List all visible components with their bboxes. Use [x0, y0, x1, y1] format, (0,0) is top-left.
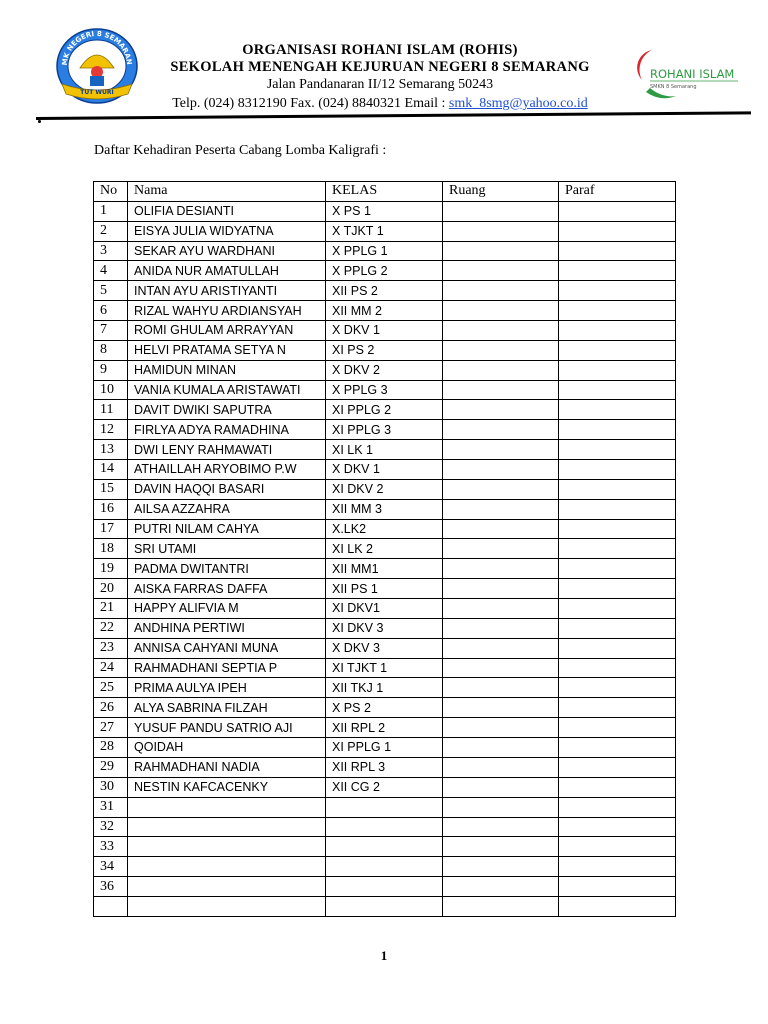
- paraf-cell[interactable]: [559, 618, 676, 638]
- table-row: [94, 340, 676, 360]
- participant-class: XI PPLG 2: [326, 400, 443, 420]
- participant-name: INTAN AYU ARISTIYANTI: [128, 281, 326, 301]
- ruang-cell[interactable]: [443, 380, 559, 400]
- participant-class: X DKV 1: [326, 321, 443, 341]
- ruang-cell[interactable]: [443, 201, 559, 221]
- row-number: 19: [94, 559, 128, 579]
- participant-class: [326, 817, 443, 837]
- table-row: [94, 698, 676, 718]
- table-row: [94, 618, 676, 638]
- row-number: 25: [94, 678, 128, 698]
- table-row: [94, 857, 676, 877]
- ruang-cell[interactable]: [443, 360, 559, 380]
- paraf-cell[interactable]: [559, 281, 676, 301]
- ruang-cell[interactable]: [443, 301, 559, 321]
- participant-class: X PPLG 2: [326, 261, 443, 281]
- table-row: [94, 738, 676, 758]
- row-number: 28: [94, 738, 128, 758]
- letterhead: [140, 42, 620, 113]
- row-number: 17: [94, 519, 128, 539]
- row-number: 2: [94, 221, 128, 241]
- paraf-cell[interactable]: [559, 420, 676, 440]
- paraf-cell[interactable]: [559, 678, 676, 698]
- ruang-cell[interactable]: [443, 618, 559, 638]
- paraf-cell[interactable]: [559, 658, 676, 678]
- table-row: [94, 777, 676, 797]
- participant-name: [128, 896, 326, 916]
- table-row: [94, 638, 676, 658]
- paraf-cell[interactable]: [559, 440, 676, 460]
- table-row: [94, 797, 676, 817]
- ruang-cell[interactable]: [443, 539, 559, 559]
- table-row: [94, 837, 676, 857]
- row-number: 21: [94, 599, 128, 619]
- school-emblem-logo: [52, 24, 142, 106]
- paraf-cell[interactable]: [559, 797, 676, 817]
- paraf-cell[interactable]: [559, 221, 676, 241]
- row-number: 13: [94, 440, 128, 460]
- paraf-cell[interactable]: [559, 380, 676, 400]
- participant-class: XI LK 1: [326, 440, 443, 460]
- row-number: 3: [94, 241, 128, 261]
- table-row: [94, 877, 676, 897]
- ruang-cell[interactable]: [443, 221, 559, 241]
- participant-class: [326, 797, 443, 817]
- participant-class: [326, 896, 443, 916]
- participant-class: X PS 1: [326, 201, 443, 221]
- paraf-cell[interactable]: [559, 718, 676, 738]
- participant-class: XI PPLG 1: [326, 738, 443, 758]
- ruang-cell[interactable]: [443, 499, 559, 519]
- table-row: [94, 896, 676, 916]
- participant-name: [128, 837, 326, 857]
- participant-class: XI TJKT 1: [326, 658, 443, 678]
- participant-class: X DKV 1: [326, 460, 443, 480]
- rohani-islam-subtitle: SMKN 8 Semarang: [650, 84, 697, 90]
- participant-name: EISYA JULIA WIDYATNA: [128, 221, 326, 241]
- row-number: 4: [94, 261, 128, 281]
- paraf-cell[interactable]: [559, 400, 676, 420]
- emblem-ring-text: MK NEGERI 8 SEMARAN: [60, 29, 134, 66]
- participant-name: DAVIN HAQQI BASARI: [128, 479, 326, 499]
- participant-name: OLIFIA DESIANTI: [128, 201, 326, 221]
- participant-name: ROMI GHULAM ARRAYYAN: [128, 321, 326, 341]
- participant-name: HELVI PRATAMA SETYA N: [128, 340, 326, 360]
- participant-name: PUTRI NILAM CAHYA: [128, 519, 326, 539]
- participant-class: XII RPL 2: [326, 718, 443, 738]
- participant-name: PRIMA AULYA IPEH: [128, 678, 326, 698]
- row-number: 9: [94, 360, 128, 380]
- participant-class: XI DKV1: [326, 599, 443, 619]
- paraf-cell[interactable]: [559, 579, 676, 599]
- ruang-cell[interactable]: [443, 857, 559, 877]
- ruang-cell[interactable]: [443, 837, 559, 857]
- participant-name: SRI UTAMI: [128, 539, 326, 559]
- participant-name: DWI LENY RAHMAWATI: [128, 440, 326, 460]
- paraf-cell[interactable]: [559, 340, 676, 360]
- paraf-cell[interactable]: [559, 201, 676, 221]
- table-row: [94, 718, 676, 738]
- paraf-cell[interactable]: [559, 877, 676, 897]
- ruang-cell[interactable]: [443, 519, 559, 539]
- paraf-cell[interactable]: [559, 539, 676, 559]
- table-row: [94, 360, 676, 380]
- participant-class: [326, 837, 443, 857]
- participant-name: HAMIDUN MINAN: [128, 360, 326, 380]
- table-row: [94, 460, 676, 480]
- row-number: 16: [94, 499, 128, 519]
- paraf-cell[interactable]: [559, 321, 676, 341]
- ruang-cell[interactable]: [443, 460, 559, 480]
- table-row: [94, 241, 676, 261]
- participant-name: ALYA SABRINA FILZAH: [128, 698, 326, 718]
- paraf-cell[interactable]: [559, 738, 676, 758]
- row-number: 22: [94, 618, 128, 638]
- table-row: [94, 301, 676, 321]
- participant-name: HAPPY ALIFVIA M: [128, 599, 326, 619]
- table-row: [94, 599, 676, 619]
- row-number: 8: [94, 340, 128, 360]
- table-row: [94, 261, 676, 281]
- paraf-cell[interactable]: [559, 817, 676, 837]
- organization-name: ORGANISASI ROHANI ISLAM (ROHIS): [242, 42, 518, 58]
- table-row: [94, 400, 676, 420]
- participant-name: PADMA DWITANTRI: [128, 559, 326, 579]
- rohani-islam-title: ROHANI ISLAM: [650, 67, 735, 81]
- participant-class: X TJKT 1: [326, 221, 443, 241]
- paraf-cell[interactable]: [559, 499, 676, 519]
- participant-name: AILSA AZZAHRA: [128, 499, 326, 519]
- table-row: [94, 817, 676, 837]
- participant-class: XII RPL 3: [326, 757, 443, 777]
- ruang-cell[interactable]: [443, 440, 559, 460]
- participant-name: SEKAR AYU WARDHANI: [128, 241, 326, 261]
- participant-class: X PS 2: [326, 698, 443, 718]
- rohani-islam-logo-icon: [626, 40, 746, 110]
- row-number: 12: [94, 420, 128, 440]
- participant-class: [326, 877, 443, 897]
- table-row: [94, 579, 676, 599]
- paraf-cell[interactable]: [559, 837, 676, 857]
- school-name: SEKOLAH MENENGAH KEJURUAN NEGERI 8 SEMARANG: [170, 59, 590, 75]
- paraf-cell[interactable]: [559, 360, 676, 380]
- ruang-cell[interactable]: [443, 321, 559, 341]
- ruang-cell[interactable]: [443, 579, 559, 599]
- table-row: [94, 539, 676, 559]
- ruang-cell[interactable]: [443, 757, 559, 777]
- table-header-row: [94, 182, 676, 202]
- ruang-cell[interactable]: [443, 559, 559, 579]
- header-ruang: Ruang: [443, 182, 559, 202]
- participant-name: [128, 877, 326, 897]
- paraf-cell[interactable]: [559, 261, 676, 281]
- row-number: [94, 896, 128, 916]
- table-row: [94, 420, 676, 440]
- participant-name: AISKA FARRAS DAFFA: [128, 579, 326, 599]
- contact-line: [140, 94, 620, 113]
- document-title: Daftar Kehadiran Peserta Cabang Lomba Kaligrafi :: [94, 143, 387, 158]
- header-paraf: Paraf: [559, 182, 676, 202]
- paraf-cell[interactable]: [559, 479, 676, 499]
- participant-name: [128, 797, 326, 817]
- paraf-cell[interactable]: [559, 559, 676, 579]
- school-address: Jalan Pandanaran II/12 Semarang 50243: [266, 77, 494, 92]
- table-row: [94, 658, 676, 678]
- row-number: 32: [94, 817, 128, 837]
- ruang-cell[interactable]: [443, 241, 559, 261]
- participant-name: RAHMADHANI SEPTIA P: [128, 658, 326, 678]
- participant-class: [326, 857, 443, 877]
- row-number: 33: [94, 837, 128, 857]
- participant-name: ANIDA NUR AMATULLAH: [128, 261, 326, 281]
- divider-dot: [38, 120, 41, 123]
- ruang-cell[interactable]: [443, 420, 559, 440]
- ruang-cell[interactable]: [443, 599, 559, 619]
- participant-class: XII MM 2: [326, 301, 443, 321]
- table-row: [94, 440, 676, 460]
- paraf-cell[interactable]: [559, 857, 676, 877]
- table-row: [94, 479, 676, 499]
- row-number: 31: [94, 797, 128, 817]
- participant-class: XII CG 2: [326, 777, 443, 797]
- participant-name: [128, 817, 326, 837]
- participant-name: [128, 857, 326, 877]
- table-row: [94, 201, 676, 221]
- ruang-cell[interactable]: [443, 817, 559, 837]
- row-number: 14: [94, 460, 128, 480]
- row-number: 29: [94, 757, 128, 777]
- phone-fax: Telp. (024) 8312190 Fax. (024) 8840321 Email :: [172, 96, 449, 111]
- table-row: [94, 678, 676, 698]
- row-number: 18: [94, 539, 128, 559]
- ruang-cell[interactable]: [443, 678, 559, 698]
- row-number: 24: [94, 658, 128, 678]
- table-row: [94, 559, 676, 579]
- table-row: [94, 380, 676, 400]
- row-number: 26: [94, 698, 128, 718]
- participant-class: X PPLG 3: [326, 380, 443, 400]
- row-number: 7: [94, 321, 128, 341]
- ruang-cell[interactable]: [443, 777, 559, 797]
- participant-class: XI DKV 2: [326, 479, 443, 499]
- ruang-cell[interactable]: [443, 658, 559, 678]
- email-link[interactable]: smk_8smg@yahoo.co.id: [448, 96, 588, 111]
- paraf-cell[interactable]: [559, 896, 676, 916]
- table-row: [94, 281, 676, 301]
- participant-name: FIRLYA ADYA RAMADHINA: [128, 420, 326, 440]
- participant-name: ATHAILLAH ARYOBIMO P.W: [128, 460, 326, 480]
- participant-name: QOIDAH: [128, 738, 326, 758]
- header-no: No: [94, 182, 128, 202]
- paraf-cell[interactable]: [559, 698, 676, 718]
- participant-class: X PPLG 1: [326, 241, 443, 261]
- ruang-cell[interactable]: [443, 797, 559, 817]
- ruang-cell[interactable]: [443, 479, 559, 499]
- ruang-cell[interactable]: [443, 896, 559, 916]
- participant-name: RAHMADHANI NADIA: [128, 757, 326, 777]
- ruang-cell[interactable]: [443, 400, 559, 420]
- participant-class: XI DKV 3: [326, 618, 443, 638]
- emblem-ribbon-text: TUT WURI: [80, 89, 114, 96]
- ruang-cell[interactable]: [443, 718, 559, 738]
- row-number: 11: [94, 400, 128, 420]
- ruang-cell[interactable]: [443, 340, 559, 360]
- participant-name: NESTIN KAFCACENKY: [128, 777, 326, 797]
- participant-name: DAVIT DWIKI SAPUTRA: [128, 400, 326, 420]
- participant-name: ANNISA CAHYANI MUNA: [128, 638, 326, 658]
- participant-class: X.LK2: [326, 519, 443, 539]
- row-number: 5: [94, 281, 128, 301]
- row-number: 34: [94, 857, 128, 877]
- row-number: 1: [94, 201, 128, 221]
- row-number: 15: [94, 479, 128, 499]
- school-emblem-icon: [52, 24, 142, 106]
- table-row: [94, 221, 676, 241]
- header-nama: Nama: [128, 182, 326, 202]
- participant-class: X DKV 2: [326, 360, 443, 380]
- row-number: 23: [94, 638, 128, 658]
- participant-name: RIZAL WAHYU ARDIANSYAH: [128, 301, 326, 321]
- participant-class: XI PS 2: [326, 340, 443, 360]
- row-number: 30: [94, 777, 128, 797]
- participant-class: X DKV 3: [326, 638, 443, 658]
- paraf-cell[interactable]: [559, 777, 676, 797]
- participant-class: XII MM1: [326, 559, 443, 579]
- table-row: [94, 519, 676, 539]
- paraf-cell[interactable]: [559, 241, 676, 261]
- rohani-islam-logo: [626, 40, 746, 110]
- paraf-cell[interactable]: [559, 519, 676, 539]
- paraf-cell[interactable]: [559, 757, 676, 777]
- paraf-cell[interactable]: [559, 599, 676, 619]
- participant-class: XII PS 1: [326, 579, 443, 599]
- row-number: 36: [94, 877, 128, 897]
- participant-class: XII MM 3: [326, 499, 443, 519]
- participant-name: VANIA KUMALA ARISTAWATI: [128, 380, 326, 400]
- table-row: [94, 499, 676, 519]
- table-row: [94, 757, 676, 777]
- ruang-cell[interactable]: [443, 638, 559, 658]
- ruang-cell[interactable]: [443, 281, 559, 301]
- table-row: [94, 321, 676, 341]
- ruang-cell[interactable]: [443, 877, 559, 897]
- participant-class: XI LK 2: [326, 539, 443, 559]
- participant-class: XII PS 2: [326, 281, 443, 301]
- ruang-cell[interactable]: [443, 698, 559, 718]
- attendance-table: [93, 181, 676, 917]
- ruang-cell[interactable]: [443, 261, 559, 281]
- participant-name: YUSUF PANDU SATRIO AJI: [128, 718, 326, 738]
- header-kelas: KELAS: [326, 182, 443, 202]
- paraf-cell[interactable]: [559, 460, 676, 480]
- participant-class: XI PPLG 3: [326, 420, 443, 440]
- row-number: 27: [94, 718, 128, 738]
- paraf-cell[interactable]: [559, 301, 676, 321]
- row-number: 10: [94, 380, 128, 400]
- row-number: 6: [94, 301, 128, 321]
- paraf-cell[interactable]: [559, 638, 676, 658]
- participant-class: XII TKJ 1: [326, 678, 443, 698]
- row-number: 20: [94, 579, 128, 599]
- page-number: 1: [380, 948, 388, 963]
- ruang-cell[interactable]: [443, 738, 559, 758]
- participant-name: ANDHINA PERTIWI: [128, 618, 326, 638]
